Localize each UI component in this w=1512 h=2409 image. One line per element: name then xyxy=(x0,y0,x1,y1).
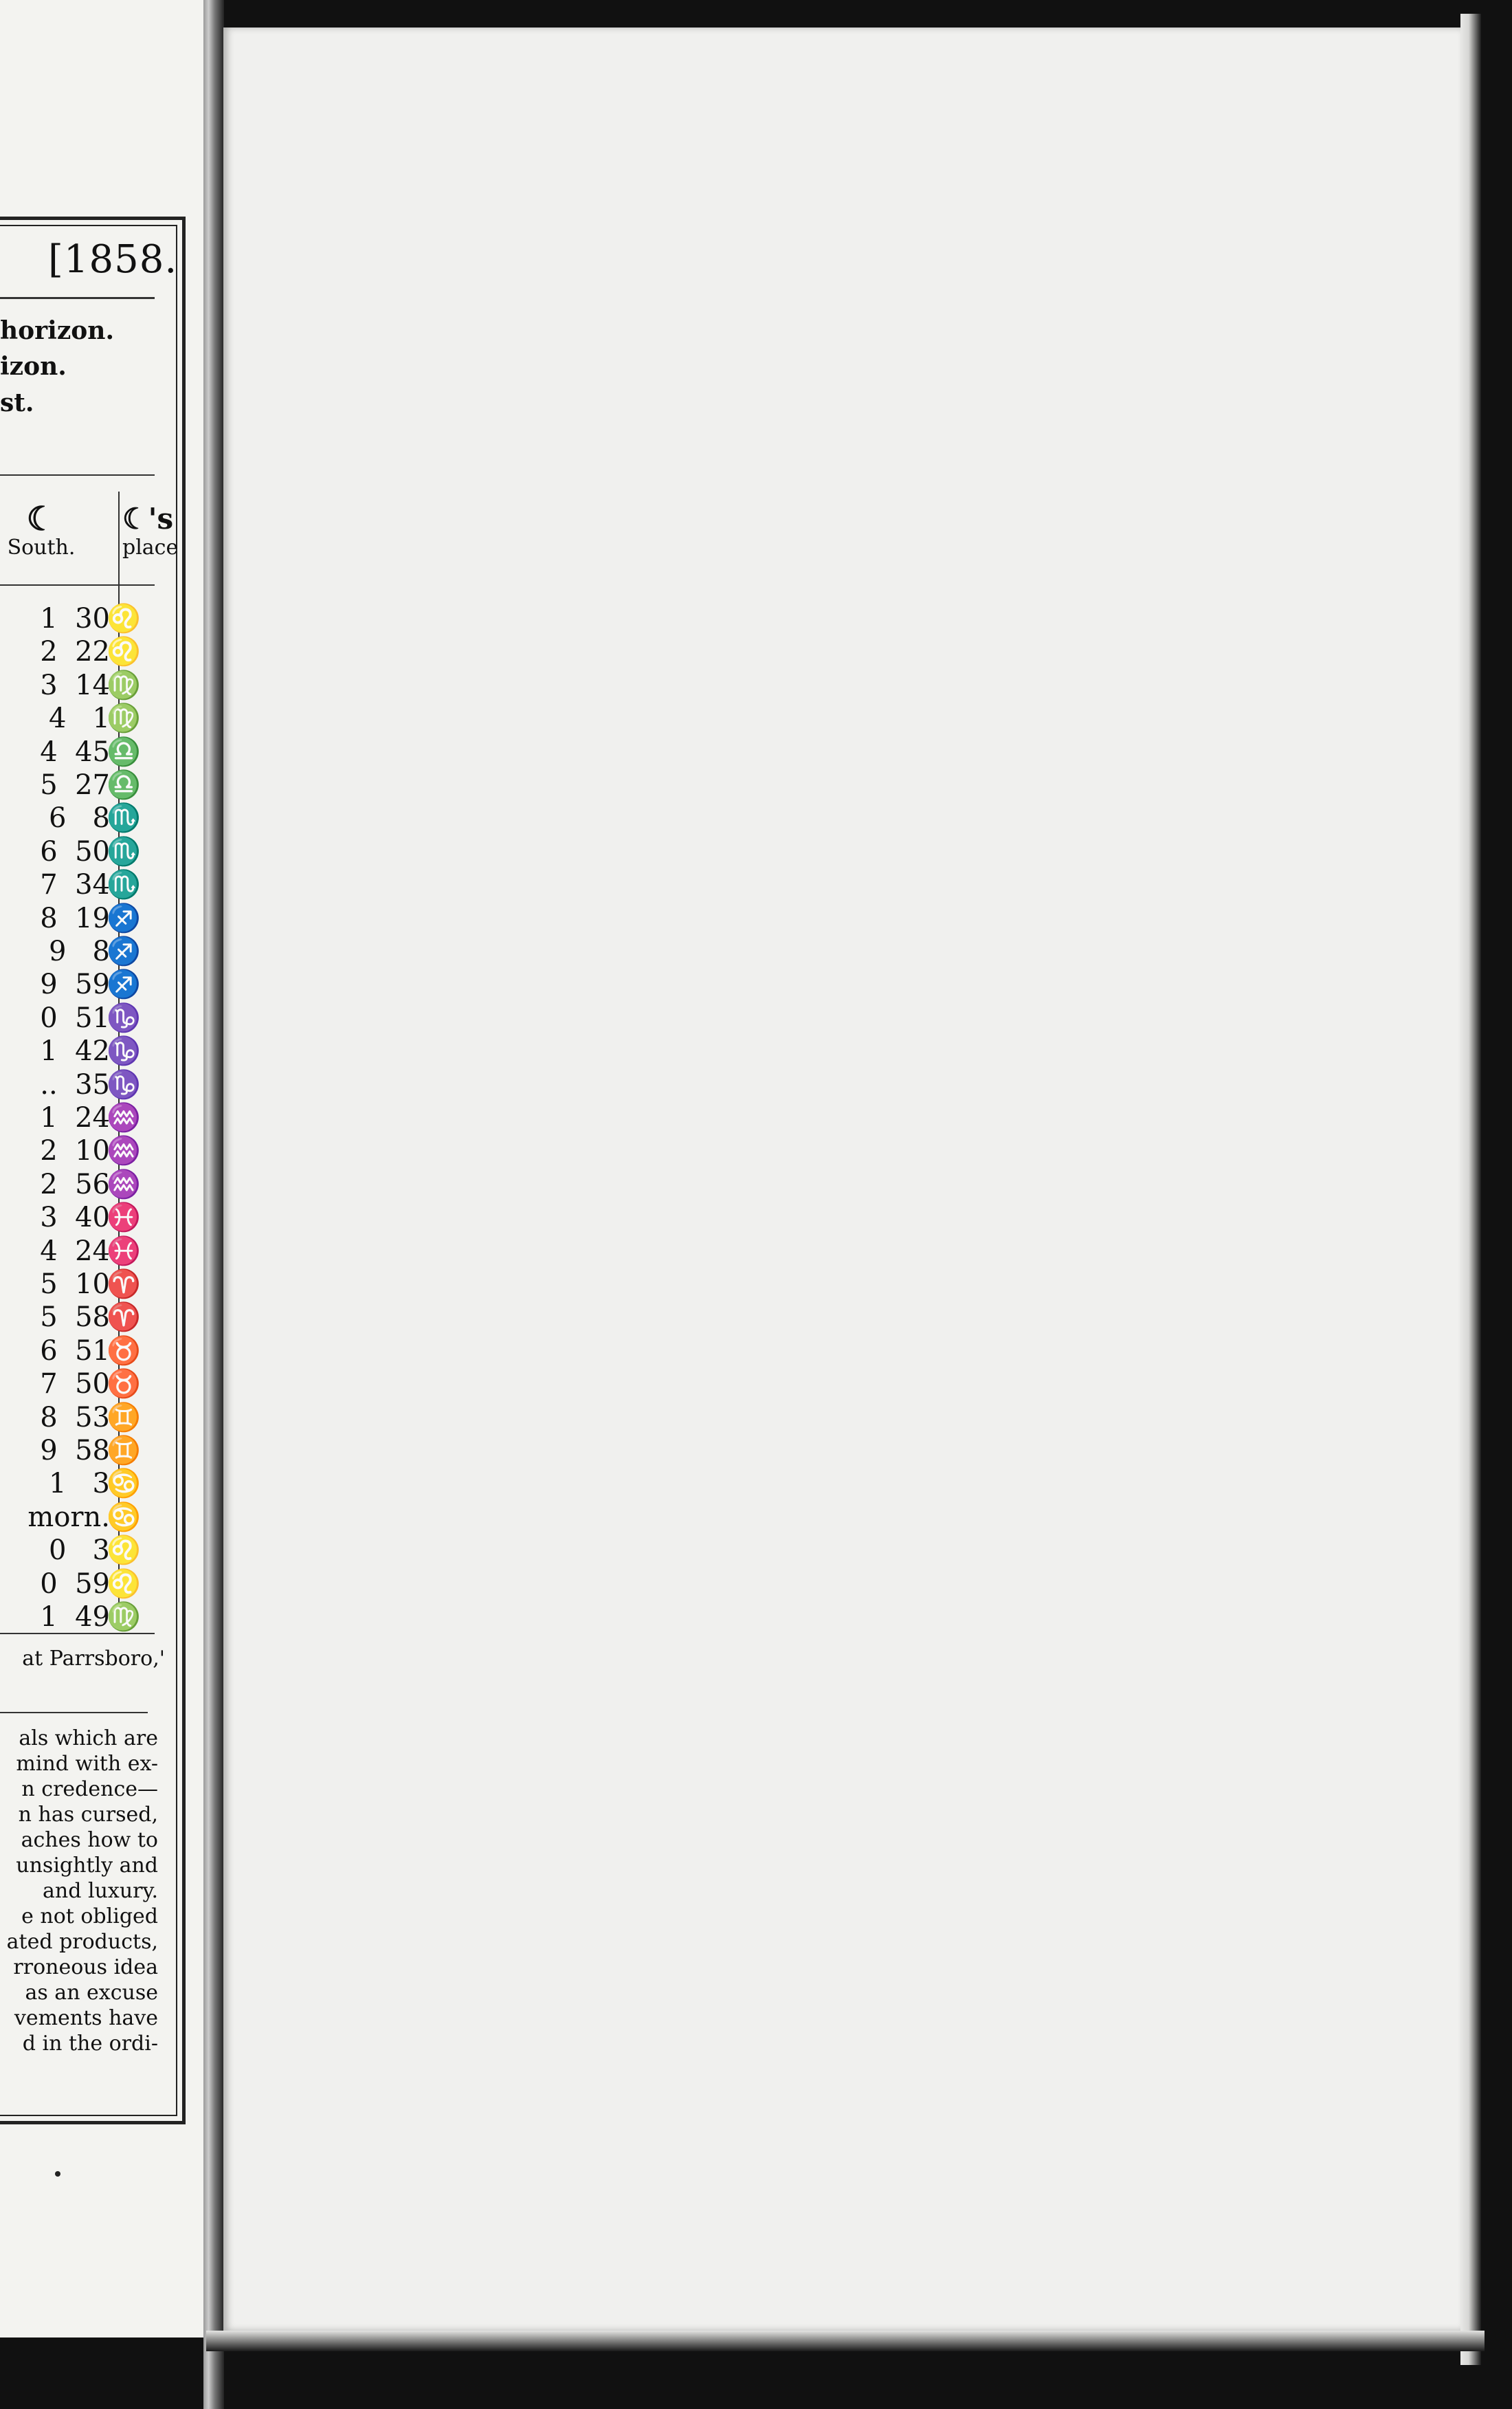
almanac-row xyxy=(0,1268,179,1301)
zodiac-sign-icon: ♏ xyxy=(107,869,141,901)
moon-south-time: 0 51 xyxy=(40,1002,110,1034)
almanac-row xyxy=(0,736,179,769)
zodiac-sign-icon: ♍ xyxy=(107,703,141,735)
moon-south-time: 1 30 xyxy=(40,603,110,635)
header-rule xyxy=(0,297,155,299)
moon-south-time: 2 10 xyxy=(40,1135,110,1167)
almanac-row xyxy=(0,1235,179,1268)
moon-south-time: 5 27 xyxy=(40,769,110,801)
moon-place-label: place xyxy=(122,536,179,560)
moon-south-time: 4 1 xyxy=(48,703,110,735)
almanac-row xyxy=(0,1501,179,1534)
moon-south-time: 1 42 xyxy=(40,1035,110,1068)
ink-dot xyxy=(55,2171,60,2177)
text-line: mind with ex- xyxy=(16,1752,158,1776)
moon-south-time: 4 45 xyxy=(40,736,110,768)
moon-south-time: 8 19 xyxy=(40,902,110,934)
zodiac-sign-icon: ♒ xyxy=(107,1168,141,1200)
zodiac-sign-icon: ♍ xyxy=(107,669,141,701)
zodiac-sign-icon: ♑ xyxy=(107,1068,141,1101)
page-edge-bottom xyxy=(206,2331,1485,2351)
moon-south-time: 2 22 xyxy=(40,636,110,668)
text-line: e not obliged xyxy=(21,1904,158,1928)
almanac-row xyxy=(0,1534,179,1567)
almanac-row xyxy=(0,802,179,835)
column-rule-bottom xyxy=(0,584,155,586)
moon-icon: ☾ xyxy=(26,500,56,538)
zodiac-sign-icon: ♒ xyxy=(107,1135,141,1167)
almanac-row xyxy=(0,1002,179,1035)
moon-south-time: 3 14 xyxy=(40,669,110,701)
almanac-row xyxy=(0,1301,179,1334)
text-line: as an excuse xyxy=(25,1981,158,2005)
almanac-row xyxy=(0,835,179,868)
zodiac-sign-icon: ♋ xyxy=(107,1468,141,1500)
zodiac-sign-icon: ♑ xyxy=(107,1035,141,1068)
text-line: n has cursed, xyxy=(18,1803,158,1827)
text-line: rroneous idea xyxy=(13,1955,158,1979)
almanac-row xyxy=(0,902,179,935)
moon-south-time: 1 49 xyxy=(40,1601,110,1633)
moon-south-time: 6 50 xyxy=(40,835,110,868)
almanac-row xyxy=(0,868,179,901)
left-almanac-page xyxy=(0,0,206,2338)
moon-south-time: 9 8 xyxy=(48,936,110,967)
table-bottom-rule xyxy=(0,1633,155,1634)
zodiac-sign-icon: ♎ xyxy=(107,736,141,768)
almanac-row xyxy=(0,1035,179,1068)
zodiac-sign-icon: ♌ xyxy=(107,1534,141,1567)
text-line: n credence— xyxy=(21,1777,158,1801)
zodiac-sign-icon: ♏ xyxy=(107,802,141,835)
almanac-row xyxy=(0,1367,179,1400)
almanac-row xyxy=(0,1101,179,1134)
zodiac-sign-icon: ♌ xyxy=(107,603,141,635)
moon-south-label: South. xyxy=(7,536,76,560)
almanac-row xyxy=(0,1401,179,1434)
moon-south-time: 1 3 xyxy=(48,1468,110,1500)
header-line-2: izon. xyxy=(0,352,67,381)
moon-place-header xyxy=(122,502,179,560)
moon-south-time: 1 24 xyxy=(40,1102,110,1134)
moon-south-time: 8 53 xyxy=(40,1401,110,1433)
moon-south-time: 3 40 xyxy=(40,1202,110,1234)
zodiac-sign-icon: ♊ xyxy=(107,1401,141,1433)
zodiac-sign-icon: ♍ xyxy=(107,1601,141,1633)
almanac-row xyxy=(0,1434,179,1467)
text-line: and luxury. xyxy=(43,1879,158,1903)
gutter-shadow xyxy=(203,0,224,2409)
zodiac-sign-icon: ♋ xyxy=(107,1501,141,1533)
year-label: [1858. xyxy=(48,237,178,282)
text-rule xyxy=(0,1712,148,1713)
zodiac-sign-icon: ♏ xyxy=(107,835,141,868)
moon-south-time: 2 56 xyxy=(40,1168,110,1200)
zodiac-sign-icon: ♉ xyxy=(107,1368,141,1400)
moon-south-time: 9 58 xyxy=(40,1435,110,1466)
zodiac-sign-icon: ♐ xyxy=(107,969,141,1001)
moon-south-time: .. 35 xyxy=(40,1068,110,1101)
footnote: at Parrsboro,' xyxy=(22,1647,165,1671)
header-line-1: horizon. xyxy=(0,316,114,345)
zodiac-sign-icon: ♐ xyxy=(107,936,141,967)
zodiac-sign-icon: ♓ xyxy=(107,1202,141,1234)
almanac-row xyxy=(0,1134,179,1167)
moon-south-time: 5 10 xyxy=(40,1268,110,1300)
moon-south-time: 4 24 xyxy=(40,1235,110,1267)
text-line: ated products, xyxy=(6,1930,158,1954)
zodiac-sign-icon: ♑ xyxy=(107,1002,141,1034)
text-line: d in the ordi- xyxy=(22,2032,158,2056)
almanac-row xyxy=(0,669,179,702)
moon-south-time: 0 59 xyxy=(40,1568,110,1600)
text-line: unsightly and xyxy=(16,1854,158,1878)
almanac-row xyxy=(0,1334,179,1367)
body-text xyxy=(0,1726,158,2056)
almanac-row xyxy=(0,968,179,1001)
column-rule-top xyxy=(0,474,155,476)
almanac-row xyxy=(0,1600,179,1634)
almanac-row xyxy=(0,1201,179,1234)
zodiac-sign-icon: ♈ xyxy=(107,1268,141,1300)
page-edge-right xyxy=(1460,14,1481,2365)
moon-south-time: 6 51 xyxy=(40,1334,110,1367)
moon-south-time: morn. xyxy=(27,1501,110,1533)
moon-south-time: 0 3 xyxy=(48,1534,110,1567)
zodiac-sign-icon: ♈ xyxy=(107,1301,141,1334)
moon-south-time: 6 8 xyxy=(48,802,110,835)
text-line: als which are xyxy=(19,1726,158,1750)
zodiac-sign-icon: ♉ xyxy=(107,1334,141,1367)
zodiac-sign-icon: ♓ xyxy=(107,1235,141,1267)
moon-south-time: 7 34 xyxy=(40,869,110,901)
zodiac-sign-icon: ♌ xyxy=(107,1568,141,1600)
header-line-3: st. xyxy=(0,388,34,417)
almanac-row xyxy=(0,602,179,635)
moon-south-header xyxy=(0,502,103,560)
moon-south-time: 7 50 xyxy=(40,1368,110,1400)
almanac-row xyxy=(0,1068,179,1101)
zodiac-sign-icon: ♒ xyxy=(107,1102,141,1134)
text-line: aches how to xyxy=(21,1828,158,1852)
almanac-row xyxy=(0,635,179,668)
almanac-row xyxy=(0,1568,179,1600)
zodiac-sign-icon: ♐ xyxy=(107,902,141,934)
almanac-row xyxy=(0,769,179,802)
almanac-row xyxy=(0,935,179,968)
blank-right-page xyxy=(223,28,1460,2331)
almanac-row xyxy=(0,1467,179,1500)
zodiac-sign-icon: ♌ xyxy=(107,636,141,668)
moon-south-time: 9 59 xyxy=(40,969,110,1001)
text-line: vements have xyxy=(14,2006,158,2030)
zodiac-sign-icon: ♎ xyxy=(107,769,141,801)
zodiac-sign-icon: ♊ xyxy=(107,1435,141,1466)
moon-place-icon: ☾'s xyxy=(122,502,174,536)
almanac-row xyxy=(0,702,179,735)
moon-south-time: 5 58 xyxy=(40,1301,110,1334)
almanac-row xyxy=(0,1168,179,1201)
